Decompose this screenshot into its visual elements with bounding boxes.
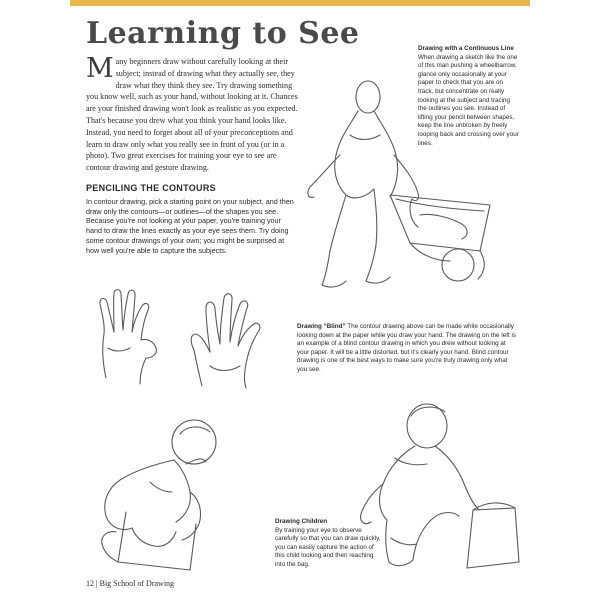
section-paragraph: In contour drawing, pick a starting point on your subject, and then draw only the contours—or outlines—of the shapes you see. Because you're not looking at your paper, you're training your hand to draw the lines exactly as your eye sees them. Try doing some contour drawings of your own; you might be surprised at how well you're able to capture the subjects. <box>86 197 294 255</box>
child-reaching-into-bag-sketch <box>355 398 525 578</box>
page-footer: 12 | Big School of Drawing <box>86 579 175 588</box>
caption-text: The contour drawing above can be made while occasionally looking down at the paper while you draw your hand. The drawing on the left is an example of a blind contour drawing in which you drew without looking at your paper. It will be a little distorted, but it's clearly your hand. Blind contour drawing is one of the best ways to make sure you're truly drawing only what you see. <box>297 323 517 373</box>
man-with-wheelbarrow-sketch <box>300 75 510 305</box>
intro-paragraph <box>86 53 298 174</box>
page-title: Learning to See <box>86 16 360 51</box>
caption-heading: Drawing with a Continuous Line <box>418 45 514 52</box>
caption-text: When drawing a sketch like the one of this man pushing a wheelbarrow, glance only occasionally at your paper to check that you are on track, but concentrate on really looking at the subject and tracing the outlines you see. Instead of lifting your pencil between shapes, keep the line unbroken by freely looping back and crossing over your lines. <box>418 53 519 147</box>
caption-heading: Drawing Children <box>275 518 328 525</box>
caption-blind <box>297 323 517 375</box>
caption-text: By training your eye to observe carefully so that you can draw quickly, you can easily capture the action of this child looking and then reaching into the bag. <box>275 526 381 568</box>
intro-text: any beginners draw without carefully looking at their subject; instead of drawing what they actually see, they draw what they think they see. Try drawing something you know well, such as your hand, without looking at it. Chances are your finished drawing won't look as realistic as you expected. That's because you drew what you think your hand looks like. Instead, you need to forget about all of your preconceptions and learn to draw only what you really see in front of you (or in a photo). Two great exercises for training your eye to see are contour drawing and gesture drawing. <box>86 57 298 173</box>
accent-bar <box>70 0 530 6</box>
section-heading: PENCILING THE CONTOURS <box>86 183 216 193</box>
right-hand-sketch <box>188 290 268 390</box>
left-hand-sketch <box>96 288 166 388</box>
child-crouching-sketch <box>90 412 270 577</box>
caption-heading: Drawing “Blind” <box>297 323 346 330</box>
drop-cap: M <box>86 53 114 84</box>
